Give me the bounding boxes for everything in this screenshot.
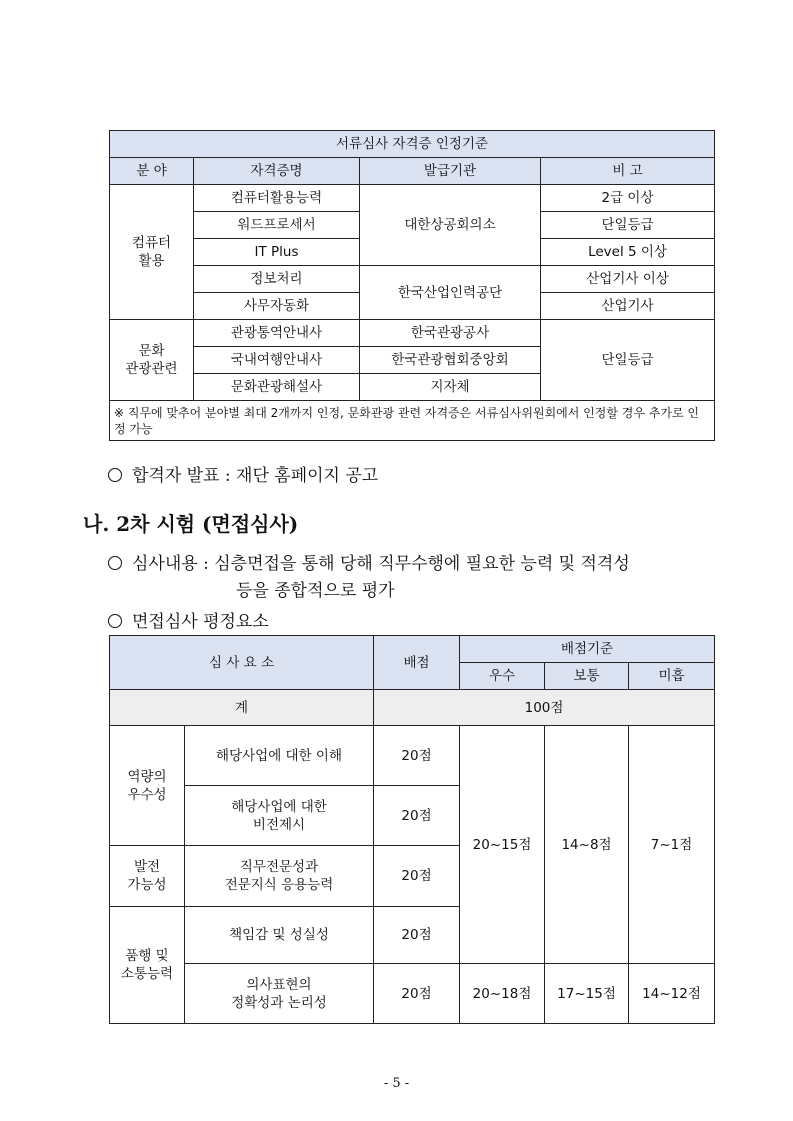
eval-score: 20점 <box>374 907 460 964</box>
total-label: 계 <box>110 690 374 726</box>
cert-name: 관광통역안내사 <box>194 320 360 347</box>
certificate-criteria-table <box>109 130 715 441</box>
cert-note: Level 5 이상 <box>541 239 715 266</box>
issuer-cell: 지자체 <box>360 374 541 401</box>
announcement-line <box>108 461 378 486</box>
eval-score: 20점 <box>374 964 460 1024</box>
cert-name: IT Plus <box>194 239 360 266</box>
cert-note: 2급 이상 <box>541 185 715 212</box>
eval-score: 20점 <box>374 726 460 786</box>
header-excellent: 우수 <box>460 663 545 690</box>
eval-item: 책임감 및 성실성 <box>185 907 374 964</box>
eval-item: 해당사업에 대한 비전제시 <box>185 786 374 846</box>
eval-item: 해당사업에 대한 이해 <box>185 726 374 786</box>
eval-score: 20점 <box>374 786 460 846</box>
header-criteria: 배점기준 <box>460 636 715 663</box>
cert-name: 국내여행안내사 <box>194 347 360 374</box>
range-poor: 14~12점 <box>629 964 715 1024</box>
circle-bullet-icon <box>108 556 122 570</box>
range-excellent: 20~18점 <box>460 964 545 1024</box>
issuer-cell: 한국산업인력공단 <box>360 266 541 320</box>
cert-note: 산업기사 이상 <box>541 266 715 293</box>
header-poor: 미흡 <box>629 663 715 690</box>
table1-header-field: 분 야 <box>110 158 194 185</box>
eval-item: 직무전문성과 전문지식 응용능력 <box>185 846 374 907</box>
total-value: 100점 <box>374 690 715 726</box>
cert-name: 컴퓨터활용능력 <box>194 185 360 212</box>
interview-evaluation-table <box>109 635 715 1024</box>
page-number: - 5 - <box>383 1076 410 1091</box>
issuer-cell: 한국관광공사 <box>360 320 541 347</box>
circle-bullet-icon <box>108 468 122 482</box>
range-normal: 17~15점 <box>545 964 629 1024</box>
cert-name: 워드프로세서 <box>194 212 360 239</box>
category-culture: 문화 관광관련 <box>110 320 194 401</box>
cert-name: 정보처리 <box>194 266 360 293</box>
cert-note: 산업기사 <box>541 293 715 320</box>
category-competency: 역량의 우수성 <box>110 726 185 846</box>
range-excellent: 20~15점 <box>460 726 545 964</box>
table1-header-issuer: 발급기관 <box>360 158 541 185</box>
cert-note: 단일등급 <box>541 320 715 401</box>
category-conduct: 품행 및 소통능력 <box>110 907 185 1024</box>
eval-title-text: 면접심사 평정요소 <box>132 612 269 632</box>
cert-name: 사무자동화 <box>194 293 360 320</box>
cert-note: 단일등급 <box>541 212 715 239</box>
eval-item: 의사표현의 정확성과 논리성 <box>185 964 374 1024</box>
table1-title: 서류심사 자격증 인정기준 <box>110 131 715 158</box>
range-normal: 14~8점 <box>545 726 629 964</box>
content-line <box>108 549 630 574</box>
table1-header-cert: 자격증명 <box>194 158 360 185</box>
circle-bullet-icon <box>108 614 122 628</box>
header-eval-item: 심 사 요 소 <box>110 636 374 690</box>
issuer-cell: 한국관광협회중앙회 <box>360 347 541 374</box>
range-poor: 7~1점 <box>629 726 715 964</box>
category-growth: 발전 가능성 <box>110 846 185 907</box>
category-computer: 컴퓨터 활용 <box>110 185 194 320</box>
cert-name: 문화관광해설사 <box>194 374 360 401</box>
header-normal: 보통 <box>545 663 629 690</box>
issuer-cell: 대한상공회의소 <box>360 185 541 266</box>
eval-score: 20점 <box>374 846 460 907</box>
header-score: 배점 <box>374 636 460 690</box>
table1-header-note: 비 고 <box>541 158 715 185</box>
table1-footnote: ※ 직무에 맞추어 분야별 최대 2개까지 인정, 문화관광 관련 자격증은 서류심사위원회에서 인정할 경우 추가로 인정 가능 <box>110 401 715 441</box>
eval-title-line <box>108 607 269 632</box>
content-text-line2: 등을 종합적으로 평가 <box>236 581 395 601</box>
content-text-line1: 심사내용 : 심층면접을 통해 당해 직무수행에 필요한 능력 및 적격성 <box>132 554 630 574</box>
announcement-text: 합격자 발표 : 재단 홈페이지 공고 <box>132 466 379 486</box>
section-title: 나. 2차 시험 (면접심사) <box>83 512 299 536</box>
